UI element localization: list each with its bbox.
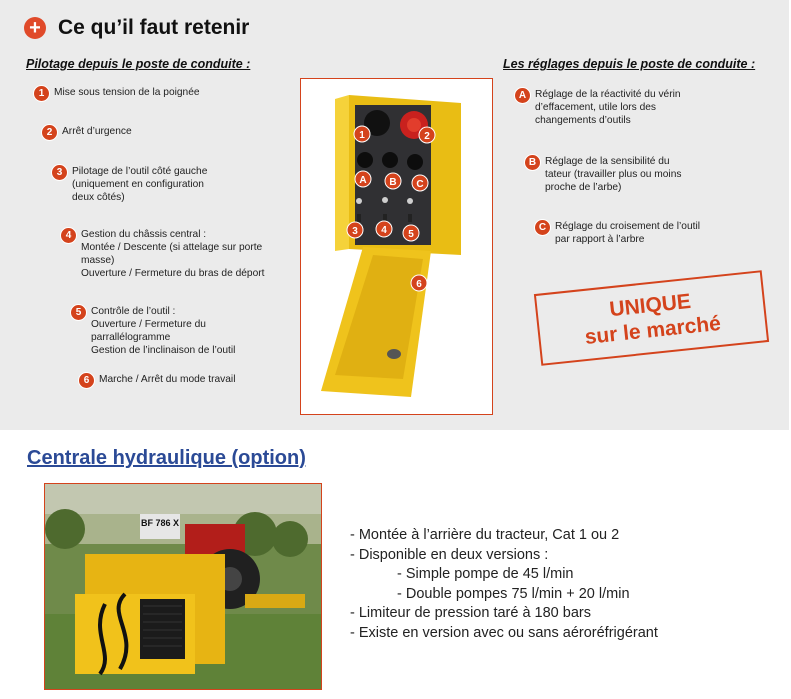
- control-item-6: [79, 373, 235, 388]
- letter-badge: C: [535, 220, 550, 235]
- feature-subitem: - Double pompes 75 l/min + 20 l/min: [397, 585, 630, 602]
- device-label-a: A: [359, 175, 367, 186]
- control-item-4: [61, 228, 264, 280]
- device-label-5: 5: [408, 229, 414, 240]
- device-label-3: 3: [352, 226, 358, 237]
- feature-item: - Limiteur de pression taré à 180 bars: [350, 605, 591, 622]
- number-badge: 4: [61, 228, 76, 243]
- page-title: Ce qu’il faut retenir: [58, 16, 250, 39]
- control-item-5: [71, 305, 235, 357]
- plus-icon: +: [24, 17, 46, 39]
- plate-text: BF 786 X: [140, 518, 180, 528]
- left-heading: Pilotage depuis le poste de conduite :: [26, 57, 251, 71]
- setting-item-a: [515, 88, 681, 127]
- control-handle-illustration: [301, 79, 492, 414]
- stamp-line-1: UNIQUE: [608, 289, 693, 322]
- features-list: [350, 526, 658, 644]
- setting-item-b: [525, 155, 681, 194]
- control-item-2: [42, 125, 132, 140]
- number-badge: 5: [71, 305, 86, 320]
- device-label-6: 6: [416, 279, 422, 290]
- letter-badge: B: [525, 155, 540, 170]
- right-heading: Les réglages depuis le poste de conduite :: [503, 57, 756, 71]
- feature-item: - Existe en version avec ou sans aéroréfrigérant: [350, 624, 658, 641]
- number-badge: 2: [42, 125, 57, 140]
- letter-badge: A: [515, 88, 530, 103]
- number-badge: 6: [79, 373, 94, 388]
- hydraulic-unit-illustration: [45, 484, 321, 689]
- device-label-1: 1: [359, 130, 365, 141]
- item-text: Arrêt d’urgence: [62, 126, 132, 137]
- device-label-4: 4: [381, 225, 387, 236]
- number-badge: 1: [34, 86, 49, 101]
- control-item-3: [52, 165, 207, 204]
- device-label-b: B: [389, 177, 397, 188]
- item-text: Mise sous tension de la poignée: [54, 87, 200, 98]
- device-label-2: 2: [424, 131, 430, 142]
- section-subtitle: Centrale hydraulique (option): [27, 447, 306, 469]
- setting-item-c: [535, 220, 700, 246]
- device-label-c: C: [416, 179, 424, 190]
- item-text: Réglage du croisement de l’outil par rapport à l’arbre: [555, 221, 700, 245]
- item-text: Réglage de la sensibilité du tateur (travailler plus ou moins proche de l’arbe): [545, 156, 682, 193]
- hydraulic-unit-photo: [44, 483, 322, 690]
- number-badge: 3: [52, 165, 67, 180]
- feature-subitem: - Simple pompe de 45 l/min: [397, 566, 574, 583]
- feature-item: - Montée à l’arrière du tracteur, Cat 1 ou 2: [350, 527, 620, 543]
- item-text: Contrôle de l’outil : Ouverture / Fermeture du parrallélogramme Gestion de l’inclinaison de l’outil: [91, 306, 236, 356]
- stamp-line-2: sur le marché: [583, 311, 722, 350]
- control-item-1: [34, 86, 200, 101]
- unique-stamp: [534, 270, 769, 366]
- item-text: Marche / Arrêt du mode travail: [99, 374, 236, 385]
- title-row: [24, 16, 249, 40]
- feature-item: - Disponible en deux versions :: [350, 546, 549, 563]
- control-handle-photo: [300, 78, 493, 415]
- item-text: Réglage de la réactivité du vérin d’effacement, utile lors des changements d’outils: [535, 89, 681, 126]
- item-text: Pilotage de l’outil côté gauche (uniquement en configuration deux côtés): [72, 166, 208, 203]
- item-text: Gestion du châssis central : Montée / Descente (si attelage sur porte masse) Ouverture / Fermeture du bras de déport: [81, 229, 265, 279]
